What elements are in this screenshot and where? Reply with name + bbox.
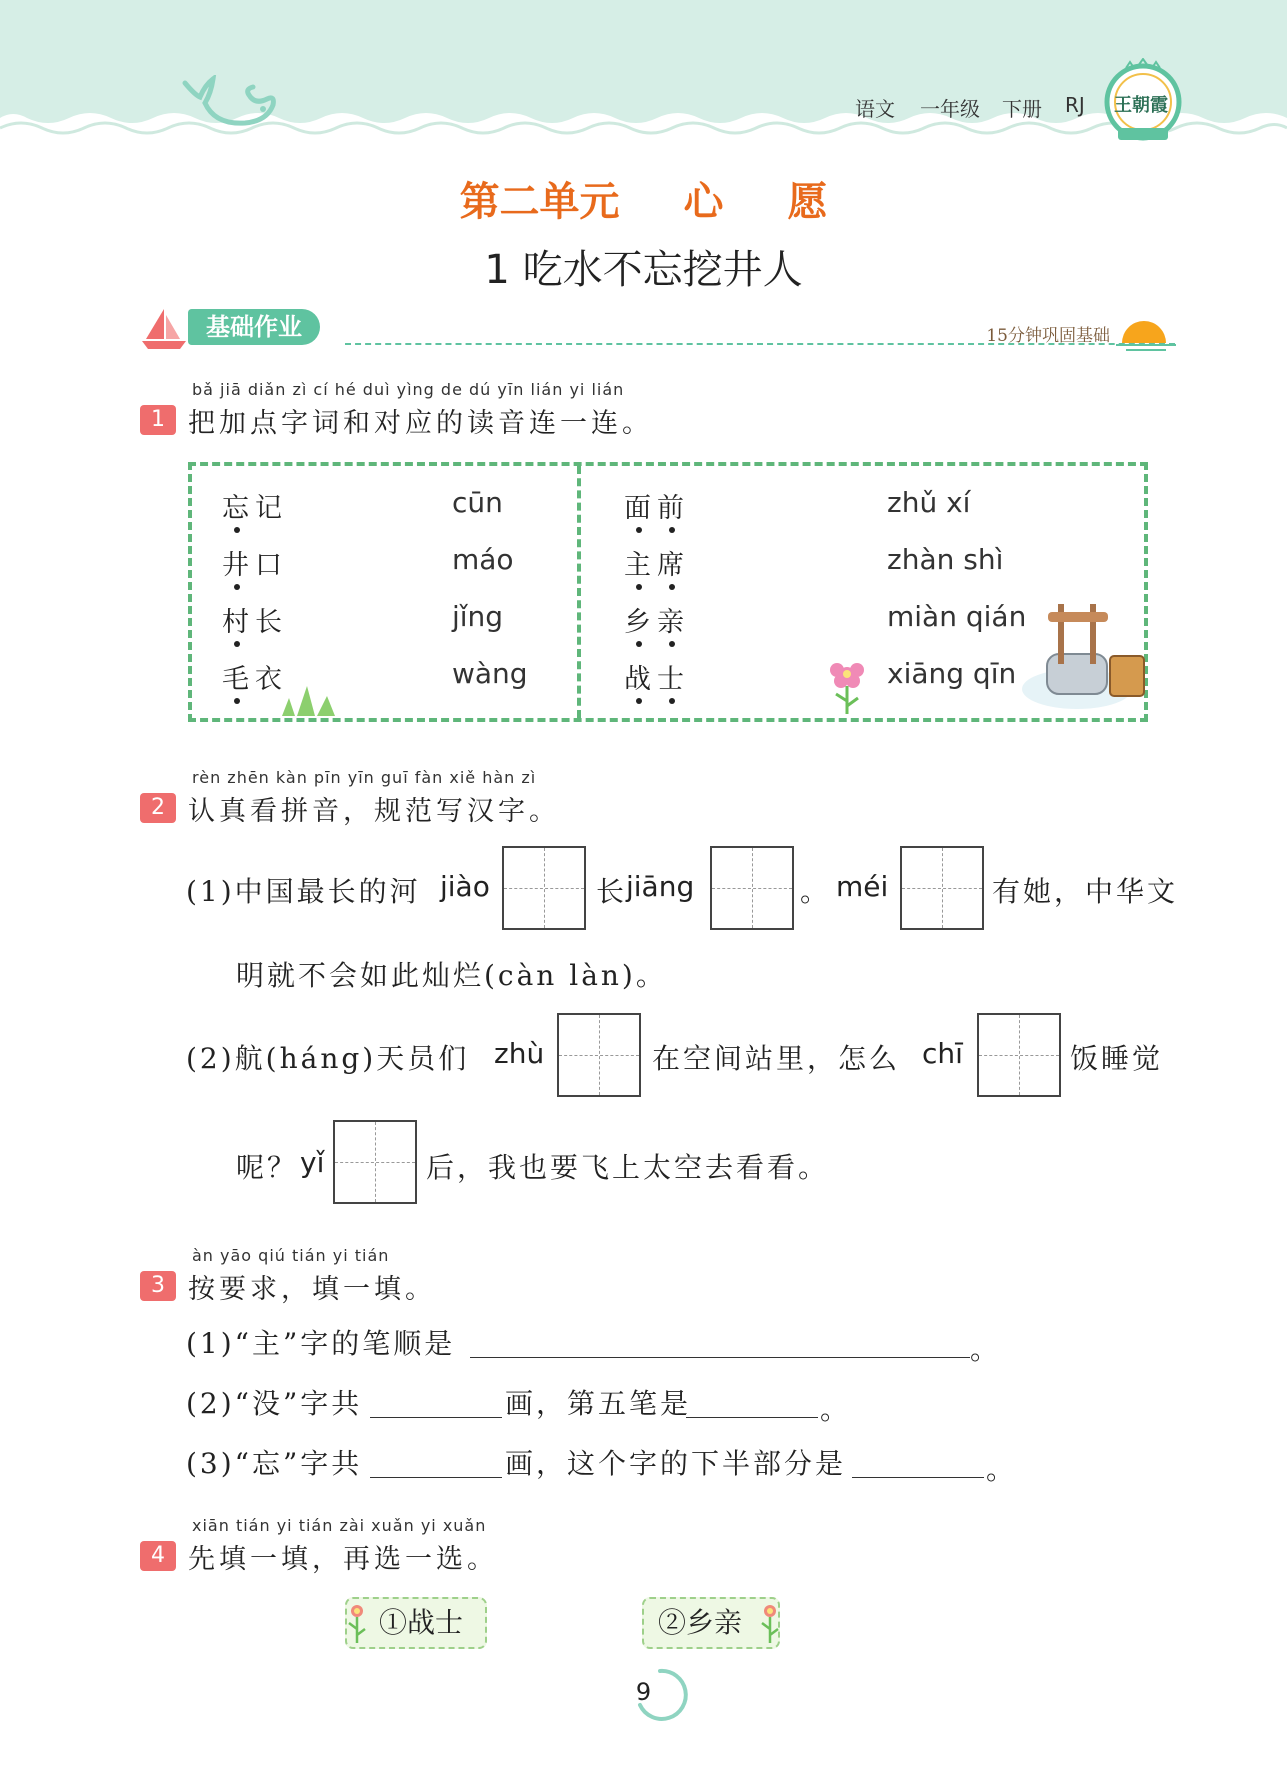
word-text: 乡亲 — [624, 607, 690, 638]
q2-number: 2 — [140, 793, 176, 823]
left-word-3[interactable] — [222, 600, 288, 639]
right-word-4[interactable] — [624, 657, 690, 696]
q3-line-1-end: 。 — [970, 1333, 1002, 1366]
emphasis-dot — [234, 698, 240, 704]
q2-s2-pinyin-yi: yǐ — [300, 1146, 325, 1179]
flower-icon — [754, 1597, 784, 1649]
word-text: 忘记 — [222, 493, 288, 524]
q2-s1-writing-box-2[interactable] — [710, 846, 794, 930]
q4-pinyin: xiān tián yi tián zài xuǎn yi xuǎn — [192, 1516, 487, 1535]
grade-label: 一年级 — [920, 97, 980, 121]
q2-s1-text-c: 长 — [596, 875, 628, 908]
matching-divider — [577, 466, 581, 718]
page-number: 9 — [635, 1678, 652, 1706]
section-banner — [140, 305, 1180, 350]
emphasis-dot — [636, 584, 642, 590]
q2-s1-pinyin-mei: méi — [836, 870, 889, 903]
q3-line-2-text-b: 画，第五笔是 — [505, 1387, 692, 1420]
lesson-title: 1 吃水不忘挖井人 — [484, 247, 803, 293]
q3-line-3-answer-2[interactable] — [852, 1448, 984, 1478]
matching-box — [188, 462, 1148, 722]
unit-title-part: 愿 — [787, 179, 828, 225]
q3-text: 按要求，填一填。 — [188, 1274, 436, 1305]
right-word-2[interactable] — [624, 543, 690, 582]
emphasis-dot — [636, 698, 642, 704]
emphasis-dot — [234, 584, 240, 590]
right-pinyin-3[interactable]: miàn qián — [887, 600, 1027, 633]
option-1-label: ①战士 — [379, 1606, 464, 1639]
q2-s1-pinyin-jiao: jiào — [440, 870, 490, 903]
word-text: 面前 — [624, 493, 690, 524]
emphasis-dot — [234, 527, 240, 533]
q2-s1-writing-box-1[interactable] — [502, 846, 586, 930]
q3-line-3-text-b: 画，这个字的下半部分是 — [505, 1447, 847, 1480]
emphasis-dot — [234, 641, 240, 647]
right-pinyin-4[interactable]: xiāng qīn — [887, 657, 1017, 690]
q2-s1-text-a: (1)中国最长的河 — [186, 875, 421, 908]
left-word-1[interactable] — [222, 486, 288, 525]
q1-text: 把加点字词和对应的读音连一连。 — [188, 408, 653, 439]
q2-s2-writing-box-1[interactable] — [557, 1013, 641, 1097]
emphasis-dot — [669, 527, 675, 533]
q3-line-2-text-a: (2)“没”字共 — [186, 1387, 363, 1420]
emphasis-dot — [669, 641, 675, 647]
whale-icon — [175, 75, 285, 135]
grass-icon — [277, 678, 347, 718]
flower-icon — [822, 656, 872, 716]
word-text: 村长 — [222, 607, 288, 638]
q2-s1-writing-box-3[interactable] — [900, 846, 984, 930]
flower-icon — [343, 1597, 373, 1649]
word-text: 主席 — [624, 550, 690, 581]
q2-s2-text-a: (2)航(háng)天员们 — [186, 1042, 470, 1075]
section-tag: 基础作业 — [188, 309, 320, 345]
q2-s2-writing-box-3[interactable] — [333, 1120, 417, 1204]
subject-label: 语文 — [855, 97, 895, 121]
q3-line-2-answer-2[interactable] — [686, 1388, 818, 1418]
q3-line-2-end: 。 — [820, 1393, 852, 1426]
q4-text: 先填一填，再选一选。 — [188, 1544, 498, 1575]
q3-line-3-answer-1[interactable] — [370, 1448, 502, 1478]
emphasis-dot — [636, 527, 642, 533]
q2-s2-writing-box-2[interactable] — [977, 1013, 1061, 1097]
q2-s2-pinyin-chi: chī — [922, 1037, 963, 1070]
volume-label: 下册 — [1002, 97, 1042, 121]
unit-title — [0, 170, 1287, 227]
q3-pinyin: àn yāo qiú tián yi tián — [192, 1246, 390, 1265]
q2-s2-text-e: 饭睡觉 — [1070, 1042, 1164, 1075]
sailboat-icon — [140, 305, 190, 350]
unit-title-part: 心 — [683, 179, 724, 225]
emphasis-dot — [636, 641, 642, 647]
q1-number: 1 — [140, 405, 176, 435]
q3-line-1-answer[interactable] — [470, 1328, 970, 1358]
well-icon — [1022, 594, 1152, 719]
edition-label: RJ — [1065, 93, 1085, 117]
q3-line-3-text-a: (3)“忘”字共 — [186, 1447, 363, 1480]
right-pinyin-1[interactable]: zhǔ xí — [887, 486, 971, 519]
section-note: 15分钟巩固基础 — [986, 326, 1110, 346]
q1-pinyin: bǎ jiā diǎn zì cí hé duì yìng de dú yīn lián yi lián — [192, 380, 625, 399]
header-band — [0, 0, 1287, 150]
right-word-1[interactable] — [624, 486, 690, 525]
left-pinyin-1[interactable]: cūn — [452, 486, 503, 519]
left-word-2[interactable] — [222, 543, 288, 582]
q2-s1-text-e: 。 — [800, 875, 832, 908]
right-word-3[interactable] — [624, 600, 690, 639]
q4-number: 4 — [140, 1541, 176, 1571]
left-pinyin-2[interactable]: máo — [452, 543, 514, 576]
q3-line-1-text: (1)“主”字的笔顺是 — [186, 1327, 456, 1360]
brand-badge — [1104, 58, 1182, 144]
unit-title-part: 第二单元 — [459, 179, 620, 225]
left-pinyin-3[interactable]: jǐng — [452, 600, 504, 633]
emphasis-dot — [669, 584, 675, 590]
brand-name: 王朝霞 — [1114, 95, 1168, 116]
q3-line-2-answer-1[interactable] — [370, 1388, 502, 1418]
q2-s1-text-g: 有她，中华文 — [992, 875, 1179, 908]
q2-s2-pinyin-zhu: zhù — [494, 1037, 545, 1070]
right-pinyin-2[interactable]: zhàn shì — [887, 543, 1004, 576]
option-2[interactable] — [642, 1597, 780, 1649]
q2-s2-text-f: 呢？ — [236, 1151, 299, 1184]
q2-s2-text-h: 后，我也要飞上太空去看看。 — [426, 1151, 830, 1184]
option-1[interactable] — [345, 1597, 487, 1649]
word-text: 毛衣 — [222, 664, 288, 695]
q2-s1-pinyin-jiang: jiāng — [626, 870, 695, 903]
q3-line-3-end: 。 — [986, 1453, 1018, 1486]
option-2-label: ②乡亲 — [658, 1606, 743, 1639]
sunrise-icon — [1116, 313, 1176, 353]
q2-s1-text-h: 明就不会如此灿烂(càn làn)。 — [236, 959, 667, 992]
left-pinyin-4[interactable]: wàng — [452, 657, 528, 690]
q2-pinyin: rèn zhēn kàn pīn yīn guī fàn xiě hàn zì — [192, 768, 537, 787]
emphasis-dot — [669, 698, 675, 704]
q3-number: 3 — [140, 1271, 176, 1301]
q2-text: 认真看拼音，规范写汉字。 — [188, 796, 560, 827]
word-text: 战士 — [624, 664, 690, 695]
word-text: 井口 — [222, 550, 288, 581]
q2-s2-text-c: 在空间站里，怎么 — [652, 1042, 901, 1075]
